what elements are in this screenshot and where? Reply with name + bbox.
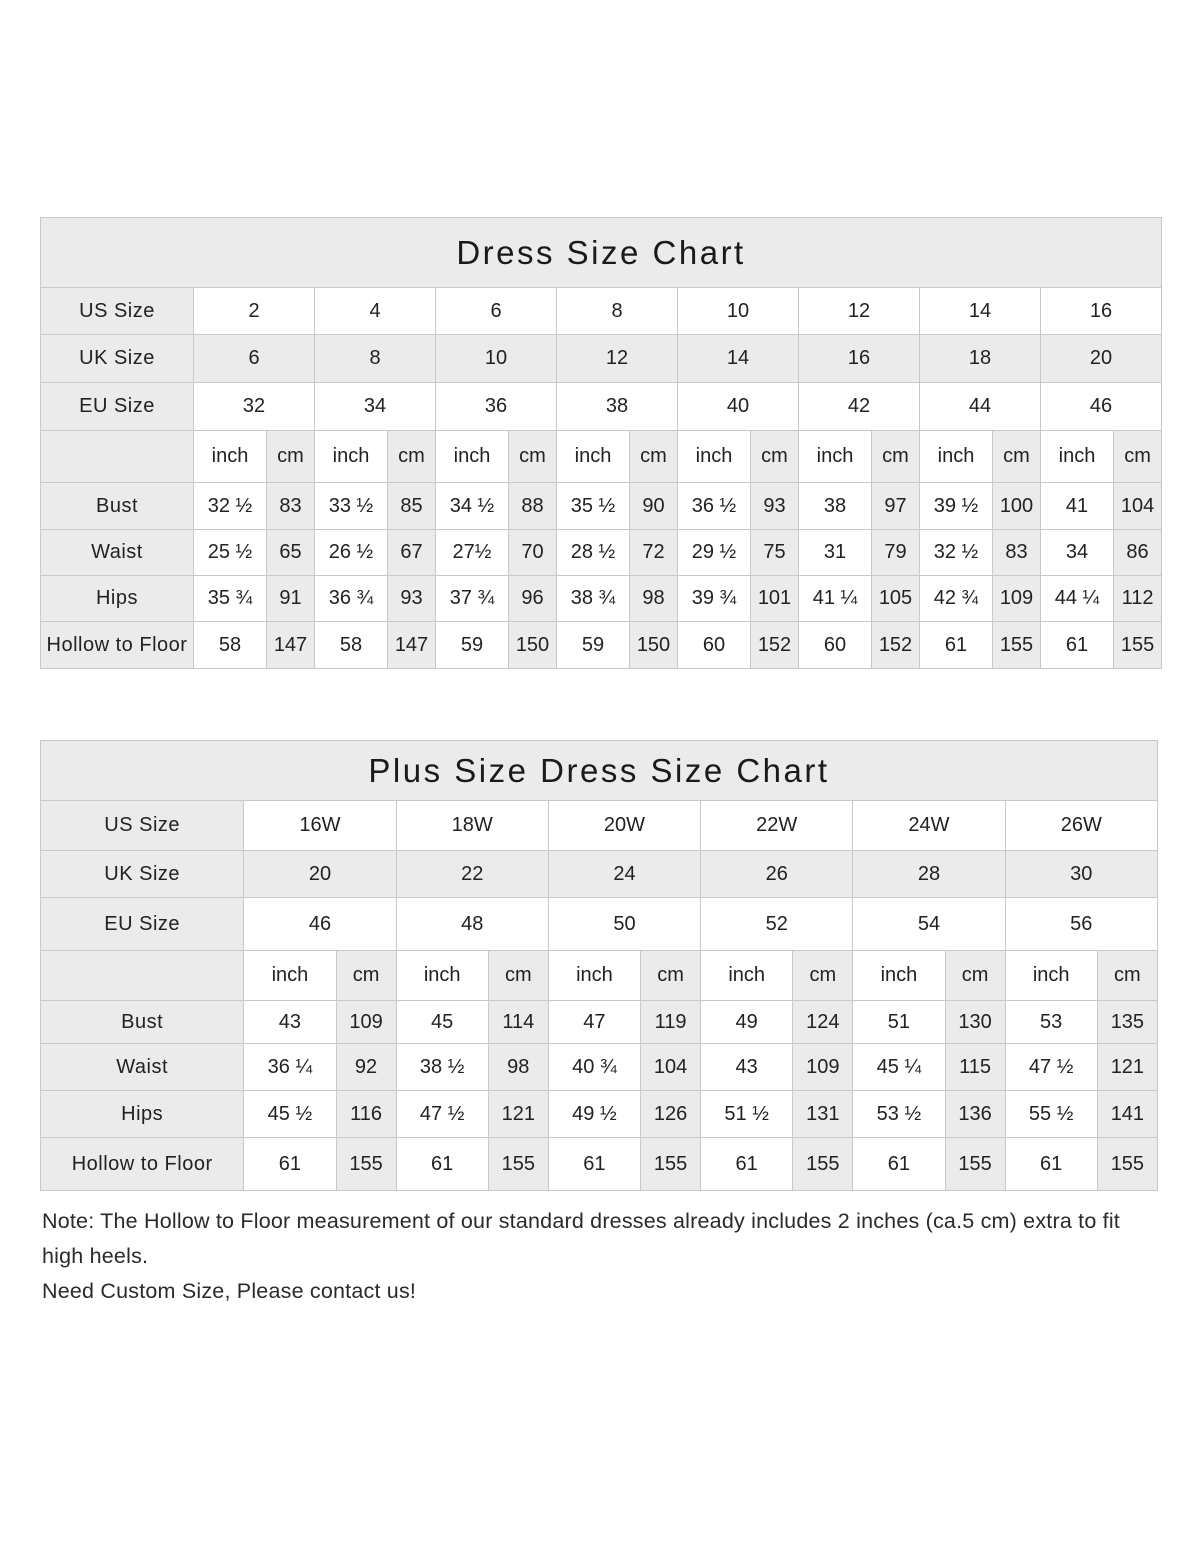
cm-unit-label: cm (641, 951, 701, 1001)
bust-inch-value: 45 (396, 1001, 488, 1044)
inch-unit-label: inch (853, 951, 945, 1001)
standard-size-chart-table (40, 217, 1162, 669)
uk-size-value: 20 (244, 851, 396, 898)
chart-title: Dress Size Chart (41, 218, 1162, 288)
waist-cm-value: 109 (793, 1044, 853, 1091)
cm-unit-label: cm (488, 951, 548, 1001)
note-line-custom-size: Need Custom Size, Please contact us! (42, 1279, 417, 1303)
hollow-cm-value: 155 (945, 1138, 1005, 1191)
chart-title-row (41, 741, 1158, 801)
uk-size-value: 24 (548, 851, 700, 898)
waist-cm-value: 115 (945, 1044, 1005, 1091)
chart-title-row (41, 218, 1162, 288)
hips-inch-value: 41 ¼ (799, 576, 872, 622)
waist-inch-value: 43 (701, 1044, 793, 1091)
inch-unit-label: inch (315, 431, 388, 483)
eu-size-value: 52 (701, 898, 853, 951)
cm-unit-label: cm (267, 431, 315, 483)
row-label: Bust (41, 1001, 244, 1044)
waist-cm-value: 104 (641, 1044, 701, 1091)
uk-size-row (41, 335, 1162, 383)
row-label: Bust (41, 483, 194, 530)
waist-inch-value: 28 ½ (557, 530, 630, 576)
waist-inch-value: 32 ½ (920, 530, 993, 576)
waist-inch-value: 27½ (436, 530, 509, 576)
waist-cm-value: 121 (1097, 1044, 1157, 1091)
hollow-cm-value: 155 (1114, 622, 1162, 669)
eu-size-value: 36 (436, 383, 557, 431)
row-label: EU Size (41, 383, 194, 431)
hips-cm-value: 98 (630, 576, 678, 622)
cm-unit-label: cm (872, 431, 920, 483)
hips-cm-value: 116 (336, 1091, 396, 1138)
hips-inch-value: 51 ½ (701, 1091, 793, 1138)
waist-measurement-row (41, 530, 1162, 576)
hollow-inch-value: 61 (1005, 1138, 1097, 1191)
inch-unit-label: inch (548, 951, 640, 1001)
waist-cm-value: 98 (488, 1044, 548, 1091)
hips-inch-value: 38 ¾ (557, 576, 630, 622)
waist-cm-value: 72 (630, 530, 678, 576)
bust-cm-value: 97 (872, 483, 920, 530)
bust-measurement-row (41, 1001, 1158, 1044)
hollow-cm-value: 155 (993, 622, 1041, 669)
waist-cm-value: 86 (1114, 530, 1162, 576)
uk-size-value: 10 (436, 335, 557, 383)
eu-size-row (41, 898, 1158, 951)
hips-cm-value: 121 (488, 1091, 548, 1138)
cm-unit-label: cm (1097, 951, 1157, 1001)
eu-size-value: 46 (1041, 383, 1162, 431)
waist-cm-value: 79 (872, 530, 920, 576)
hips-cm-value: 91 (267, 576, 315, 622)
waist-cm-value: 75 (751, 530, 799, 576)
eu-size-value: 40 (678, 383, 799, 431)
eu-size-value: 56 (1005, 898, 1157, 951)
inch-unit-label: inch (1005, 951, 1097, 1001)
waist-cm-value: 83 (993, 530, 1041, 576)
uk-size-value: 28 (853, 851, 1005, 898)
row-label: US Size (41, 801, 244, 851)
us-size-value: 2 (194, 288, 315, 335)
eu-size-value: 32 (194, 383, 315, 431)
cm-unit-label: cm (630, 431, 678, 483)
hips-cm-value: 141 (1097, 1091, 1157, 1138)
bust-inch-value: 53 (1005, 1001, 1097, 1044)
hollow-measurement-row (41, 1138, 1158, 1191)
waist-measurement-row (41, 1044, 1158, 1091)
uk-size-value: 18 (920, 335, 1041, 383)
standard-dress-size-chart (40, 217, 1162, 669)
bust-inch-value: 39 ½ (920, 483, 993, 530)
hips-inch-value: 45 ½ (244, 1091, 336, 1138)
waist-inch-value: 26 ½ (315, 530, 388, 576)
waist-cm-value: 65 (267, 530, 315, 576)
hollow-cm-value: 147 (388, 622, 436, 669)
hollow-inch-value: 61 (396, 1138, 488, 1191)
inch-unit-label: inch (701, 951, 793, 1001)
uk-size-value: 12 (557, 335, 678, 383)
unit-header-row (41, 951, 1158, 1001)
hips-inch-value: 42 ¾ (920, 576, 993, 622)
uk-size-value: 26 (701, 851, 853, 898)
unit-row-empty-cell (41, 431, 194, 483)
uk-size-value: 14 (678, 335, 799, 383)
hips-cm-value: 101 (751, 576, 799, 622)
hollow-cm-value: 150 (630, 622, 678, 669)
cm-unit-label: cm (509, 431, 557, 483)
hollow-inch-value: 58 (315, 622, 388, 669)
hips-inch-value: 55 ½ (1005, 1091, 1097, 1138)
hollow-cm-value: 155 (336, 1138, 396, 1191)
us-size-value: 6 (436, 288, 557, 335)
inch-unit-label: inch (799, 431, 872, 483)
inch-unit-label: inch (194, 431, 267, 483)
hollow-cm-value: 152 (872, 622, 920, 669)
row-label: Waist (41, 1044, 244, 1091)
hollow-inch-value: 59 (557, 622, 630, 669)
bust-inch-value: 35 ½ (557, 483, 630, 530)
uk-size-value: 8 (315, 335, 436, 383)
eu-size-value: 42 (799, 383, 920, 431)
us-size-row (41, 801, 1158, 851)
row-label: Hollow to Floor (41, 622, 194, 669)
bust-cm-value: 90 (630, 483, 678, 530)
hips-inch-value: 36 ¾ (315, 576, 388, 622)
bust-inch-value: 41 (1041, 483, 1114, 530)
us-size-value: 4 (315, 288, 436, 335)
bust-cm-value: 85 (388, 483, 436, 530)
us-size-value: 16W (244, 801, 396, 851)
us-size-value: 10 (678, 288, 799, 335)
bust-cm-value: 119 (641, 1001, 701, 1044)
row-label: Hips (41, 576, 194, 622)
cm-unit-label: cm (945, 951, 1005, 1001)
uk-size-value: 22 (396, 851, 548, 898)
eu-size-value: 44 (920, 383, 1041, 431)
hips-inch-value: 47 ½ (396, 1091, 488, 1138)
waist-inch-value: 31 (799, 530, 872, 576)
waist-inch-value: 38 ½ (396, 1044, 488, 1091)
hollow-cm-value: 150 (509, 622, 557, 669)
us-size-value: 26W (1005, 801, 1157, 851)
uk-size-value: 20 (1041, 335, 1162, 383)
us-size-value: 16 (1041, 288, 1162, 335)
bust-cm-value: 88 (509, 483, 557, 530)
hips-inch-value: 35 ¾ (194, 576, 267, 622)
bust-cm-value: 114 (488, 1001, 548, 1044)
hollow-cm-value: 147 (267, 622, 315, 669)
hips-cm-value: 93 (388, 576, 436, 622)
cm-unit-label: cm (793, 951, 853, 1001)
uk-size-value: 30 (1005, 851, 1157, 898)
hips-inch-value: 53 ½ (853, 1091, 945, 1138)
row-label: EU Size (41, 898, 244, 951)
row-label: UK Size (41, 335, 194, 383)
hips-inch-value: 44 ¼ (1041, 576, 1114, 622)
waist-cm-value: 92 (336, 1044, 396, 1091)
us-size-value: 14 (920, 288, 1041, 335)
hips-cm-value: 136 (945, 1091, 1005, 1138)
bust-inch-value: 36 ½ (678, 483, 751, 530)
uk-size-value: 16 (799, 335, 920, 383)
hollow-inch-value: 61 (920, 622, 993, 669)
row-label: Hollow to Floor (41, 1138, 244, 1191)
hollow-inch-value: 61 (548, 1138, 640, 1191)
inch-unit-label: inch (678, 431, 751, 483)
hollow-inch-value: 61 (701, 1138, 793, 1191)
uk-size-value: 6 (194, 335, 315, 383)
eu-size-value: 54 (853, 898, 1005, 951)
bust-inch-value: 43 (244, 1001, 336, 1044)
bust-cm-value: 104 (1114, 483, 1162, 530)
eu-size-value: 46 (244, 898, 396, 951)
waist-inch-value: 40 ¾ (548, 1044, 640, 1091)
hips-cm-value: 109 (993, 576, 1041, 622)
eu-size-row (41, 383, 1162, 431)
waist-inch-value: 34 (1041, 530, 1114, 576)
us-size-value: 24W (853, 801, 1005, 851)
row-label: Waist (41, 530, 194, 576)
waist-cm-value: 67 (388, 530, 436, 576)
hollow-inch-value: 59 (436, 622, 509, 669)
cm-unit-label: cm (993, 431, 1041, 483)
bust-cm-value: 124 (793, 1001, 853, 1044)
hips-cm-value: 105 (872, 576, 920, 622)
hollow-measurement-row (41, 622, 1162, 669)
plus-size-chart-table (40, 740, 1158, 1191)
inch-unit-label: inch (436, 431, 509, 483)
hollow-inch-value: 61 (1041, 622, 1114, 669)
bust-cm-value: 135 (1097, 1001, 1157, 1044)
waist-inch-value: 47 ½ (1005, 1044, 1097, 1091)
hollow-inch-value: 60 (799, 622, 872, 669)
eu-size-value: 34 (315, 383, 436, 431)
bust-inch-value: 33 ½ (315, 483, 388, 530)
bust-inch-value: 47 (548, 1001, 640, 1044)
hips-inch-value: 39 ¾ (678, 576, 751, 622)
bust-cm-value: 100 (993, 483, 1041, 530)
hollow-cm-value: 155 (1097, 1138, 1157, 1191)
bust-cm-value: 83 (267, 483, 315, 530)
hollow-inch-value: 60 (678, 622, 751, 669)
hollow-inch-value: 58 (194, 622, 267, 669)
note-text (42, 1204, 1166, 1309)
hollow-inch-value: 61 (853, 1138, 945, 1191)
bust-inch-value: 34 ½ (436, 483, 509, 530)
hips-cm-value: 96 (509, 576, 557, 622)
bust-inch-value: 38 (799, 483, 872, 530)
uk-size-row (41, 851, 1158, 898)
us-size-value: 12 (799, 288, 920, 335)
cm-unit-label: cm (336, 951, 396, 1001)
bust-inch-value: 49 (701, 1001, 793, 1044)
waist-inch-value: 29 ½ (678, 530, 751, 576)
unit-row-empty-cell (41, 951, 244, 1001)
eu-size-value: 50 (548, 898, 700, 951)
waist-inch-value: 25 ½ (194, 530, 267, 576)
us-size-row (41, 288, 1162, 335)
hips-cm-value: 126 (641, 1091, 701, 1138)
hips-inch-value: 49 ½ (548, 1091, 640, 1138)
bust-measurement-row (41, 483, 1162, 530)
us-size-value: 22W (701, 801, 853, 851)
waist-inch-value: 45 ¼ (853, 1044, 945, 1091)
hollow-cm-value: 155 (488, 1138, 548, 1191)
bust-cm-value: 109 (336, 1001, 396, 1044)
plus-size-dress-size-chart (40, 740, 1158, 1191)
us-size-value: 18W (396, 801, 548, 851)
waist-inch-value: 36 ¼ (244, 1044, 336, 1091)
chart-title: Plus Size Dress Size Chart (41, 741, 1158, 801)
us-size-value: 20W (548, 801, 700, 851)
inch-unit-label: inch (396, 951, 488, 1001)
eu-size-value: 48 (396, 898, 548, 951)
bust-cm-value: 93 (751, 483, 799, 530)
note-line-hollow-to-floor: Note: The Hollow to Floor measurement of our standard dresses already includes 2 inches (ca.5 cm) extra to fit high heels. (42, 1209, 1120, 1268)
hips-inch-value: 37 ¾ (436, 576, 509, 622)
cm-unit-label: cm (388, 431, 436, 483)
unit-header-row (41, 431, 1162, 483)
us-size-value: 8 (557, 288, 678, 335)
cm-unit-label: cm (751, 431, 799, 483)
hips-measurement-row (41, 576, 1162, 622)
hollow-cm-value: 152 (751, 622, 799, 669)
eu-size-value: 38 (557, 383, 678, 431)
hollow-cm-value: 155 (641, 1138, 701, 1191)
hips-cm-value: 112 (1114, 576, 1162, 622)
bust-inch-value: 51 (853, 1001, 945, 1044)
inch-unit-label: inch (557, 431, 630, 483)
row-label: UK Size (41, 851, 244, 898)
inch-unit-label: inch (1041, 431, 1114, 483)
waist-cm-value: 70 (509, 530, 557, 576)
bust-inch-value: 32 ½ (194, 483, 267, 530)
inch-unit-label: inch (244, 951, 336, 1001)
bust-cm-value: 130 (945, 1001, 1005, 1044)
hips-cm-value: 131 (793, 1091, 853, 1138)
cm-unit-label: cm (1114, 431, 1162, 483)
hollow-inch-value: 61 (244, 1138, 336, 1191)
hollow-cm-value: 155 (793, 1138, 853, 1191)
inch-unit-label: inch (920, 431, 993, 483)
row-label: US Size (41, 288, 194, 335)
hips-measurement-row (41, 1091, 1158, 1138)
row-label: Hips (41, 1091, 244, 1138)
